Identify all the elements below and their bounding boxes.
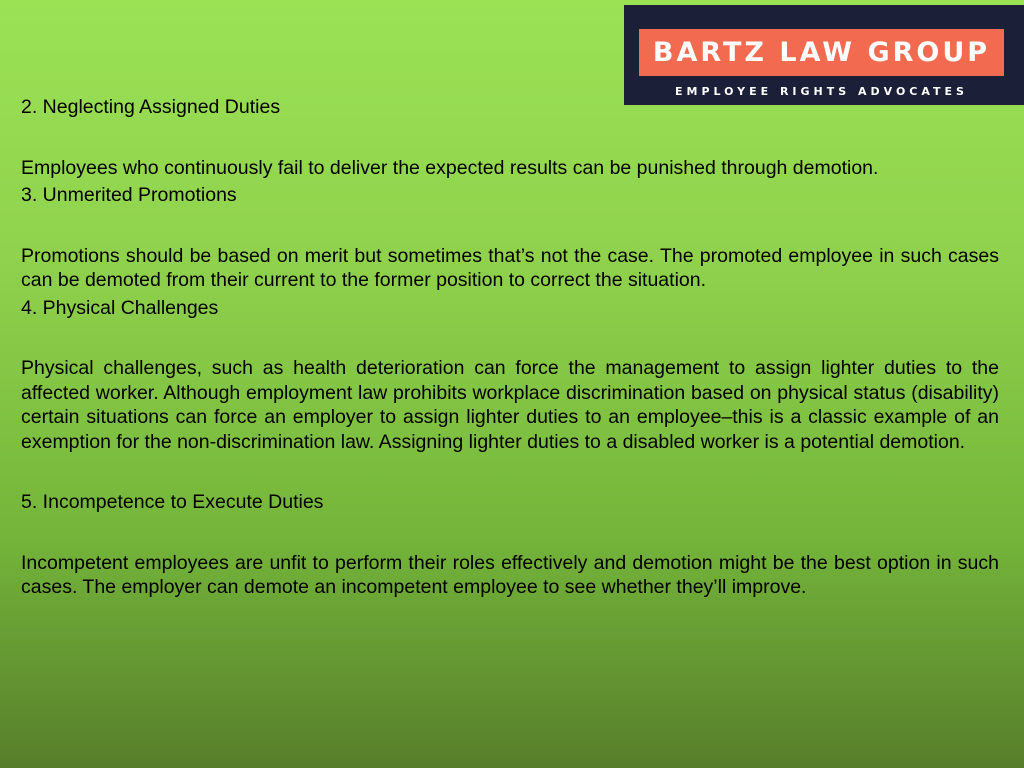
bartz-law-group-logo xyxy=(624,5,1024,105)
section-paragraph: Physical challenges, such as health deterioration can force the management to assign lighter duties to the affected worker. Although employment law prohibits workplace discrimination based on physical status (disability) certain situations can force an employer to assign lighter duties to an employee–this is a classic example of an exemption for the non-discrimination law. Assigning lighter duties to a disabled worker is a potential demotion. xyxy=(21,357,999,453)
section-paragraph: Incompetent employees are unfit to perform their roles effectively and demotion might be the best option in such cases. The employer can demote an incompetent employee to see whether they’ll improve. xyxy=(21,551,999,598)
section-paragraph: Promotions should be based on merit but sometimes that’s not the case. The promoted employee in such cases can be demoted from their current to the former position to correct the situation. xyxy=(21,244,999,291)
slide-content xyxy=(21,95,999,600)
section-heading: 2. Neglecting Assigned Duties xyxy=(21,96,281,118)
logo-tagline: EMPLOYEE RIGHTS ADVOCATES xyxy=(675,85,968,98)
logo-title: BARTZ LAW GROUP xyxy=(639,29,1004,76)
section-heading: 4. Physical Challenges xyxy=(21,296,219,319)
section-paragraph: Employees who continuously fail to deliver the expected results can be punished through demotion. xyxy=(21,156,879,179)
section-heading: 3. Unmerited Promotions xyxy=(21,184,237,206)
section-heading: 5. Incompetence to Execute Duties xyxy=(21,491,324,513)
